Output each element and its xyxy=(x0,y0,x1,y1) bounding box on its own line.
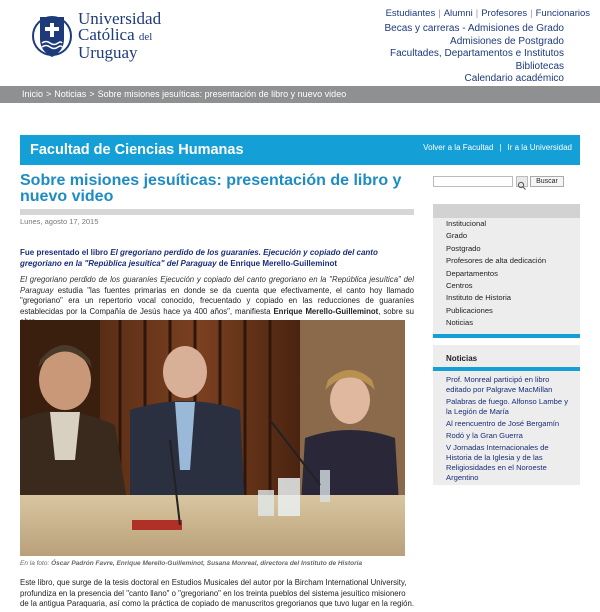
sidebar-nav-list xyxy=(433,218,580,334)
date-divider xyxy=(20,209,414,215)
main-links xyxy=(384,23,564,86)
lead-author: de Enrique Merello-Guilleminot xyxy=(216,259,338,268)
news-box xyxy=(433,345,580,485)
university-logo[interactable] xyxy=(32,9,161,63)
magnifier-icon xyxy=(517,181,527,190)
logo-line-3: Uruguay xyxy=(78,43,138,62)
logo-line-1: Universidad xyxy=(78,9,162,28)
faculty-banner xyxy=(20,135,580,165)
news-title: Noticias xyxy=(446,354,478,363)
breadcrumb-separator: > xyxy=(46,89,52,99)
caption-prefix: En la foto: xyxy=(20,560,52,567)
breadcrumb-current: Sobre misiones jesuíticas: presentación de libro y nuevo video xyxy=(97,89,347,99)
sidebar-nav xyxy=(433,204,580,338)
article-title: Sobre misiones jesuíticas: presentación de libro y nuevo video xyxy=(20,172,402,205)
article-photo xyxy=(20,320,405,556)
sidebar-item-departamentos[interactable]: Departamentos xyxy=(446,268,498,278)
sidebar-item-centros[interactable]: Centros xyxy=(446,280,473,290)
news-item[interactable]: Palabras de fuego. Alfonso Lambe y la Legión de María xyxy=(446,397,569,416)
photo-caption xyxy=(20,560,414,567)
sidebar-item-institucional[interactable]: Institucional xyxy=(446,219,487,228)
breadcrumb-separator: > xyxy=(89,89,95,99)
para-end: , sobre su xyxy=(378,306,414,316)
site-header xyxy=(0,0,600,86)
main-link-becas[interactable]: Becas y carreras - Admisiones de Grado xyxy=(384,23,564,34)
news-list xyxy=(433,375,580,485)
caption-names: Óscar Padrón Favre, Enrique Merello-Guilleminot, Susana Monreal, directora del Instituto de Historia xyxy=(51,560,363,567)
breadcrumb-noticias[interactable]: Noticias xyxy=(54,89,87,99)
search-input[interactable] xyxy=(433,176,513,187)
main-link-facultades[interactable]: Facultades, Departamentos e Institutos xyxy=(390,48,564,59)
sidebar-item-instituto-historia[interactable]: Instituto de Historia xyxy=(446,293,511,303)
search-button[interactable]: Buscar xyxy=(530,176,564,187)
article-paragraph-2: Este libro, que surge de la tesis doctoral en Estudios Musicales del autor por la Bircham International University, profundiza en la presencia del "canto llano" o "gregoriano" en los treinta pueblos del sistema jesuítico misionero de la antigua Paraquaria, así como la práctica de copiado de manuscritos gregorianos que tuvo lugar en la región. xyxy=(20,578,414,608)
shield-logo-icon xyxy=(32,9,72,63)
article-date: Lunes, agosto 17, 2015 xyxy=(20,217,99,226)
top-link-alumni[interactable]: Alumni xyxy=(443,8,473,19)
back-to-faculty-link[interactable]: Volver a la Facultad xyxy=(423,143,494,152)
faculty-title[interactable]: Facultad de Ciencias Humanas xyxy=(30,142,244,158)
para-body: estudia "las fuentes primarias en donde se da cuenta que efectivamente, el canto hoy llamado "gregoriano" era un repertorio vocal conocido, frecuentado y copiado en las reducciones de guaraníes establecidas por la Compañía de Jesús hace ya 400 años", manifiesta xyxy=(20,285,414,316)
search-form xyxy=(433,176,580,188)
separator: | xyxy=(475,8,479,19)
breadcrumb xyxy=(22,89,346,99)
main-link-bibliotecas[interactable]: Bibliotecas xyxy=(515,60,564,72)
sidebar-item-publicaciones[interactable]: Publicaciones xyxy=(446,305,493,315)
sidebar-nav-accent xyxy=(433,334,580,338)
news-accent xyxy=(433,367,580,371)
top-link-funcionarios[interactable]: Funcionarios xyxy=(535,8,590,19)
top-link-estudiantes[interactable]: Estudiantes xyxy=(385,8,436,19)
breadcrumb-bar xyxy=(0,86,600,103)
sidebar-item-noticias[interactable]: Noticias xyxy=(446,318,474,328)
news-item[interactable]: Al reencuentro de José Bergamín xyxy=(446,419,560,428)
news-item[interactable]: Prof. Monreal participó en libro editado por Palgrave MacMillan xyxy=(446,375,553,394)
main-link-postgrado[interactable]: Admisiones de Postgrado xyxy=(450,35,564,47)
lead-intro: Fue presentado el libro xyxy=(20,248,111,257)
separator: | xyxy=(499,143,502,152)
para-book-title: El gregoriano perdido de los guaraníes Ejecución y copiado del canto gregoriano en la "República jesuítica" del Paraguay xyxy=(20,275,414,295)
sidebar-item-postgrado[interactable]: Postgrado xyxy=(446,243,481,253)
sidebar-item-profesores[interactable]: Profesores de alta dedicación xyxy=(446,256,547,266)
top-links xyxy=(386,8,590,19)
sidebar-nav-header xyxy=(433,204,580,218)
sidebar-item-grado[interactable]: Grado xyxy=(446,231,468,241)
search-icon[interactable] xyxy=(516,176,528,187)
separator: | xyxy=(530,8,533,19)
top-link-profesores[interactable]: Profesores xyxy=(481,8,528,19)
para-author: Enrique Merello-Guilleminot xyxy=(273,306,379,316)
main-link-calendario[interactable]: Calendario académico xyxy=(464,73,564,84)
news-item[interactable]: V Jornadas Internacionales de Historia de la Iglesia y de las Religiosidades en el Noroeste Argentino xyxy=(446,443,549,482)
go-to-university-link[interactable]: Ir a la Universidad xyxy=(507,143,572,152)
article-lead xyxy=(20,247,414,269)
separator: | xyxy=(438,8,441,19)
logo-line-2-small: del xyxy=(138,31,153,43)
news-item[interactable]: Rodó y la Gran Guerra xyxy=(446,431,523,440)
logo-wordmark xyxy=(78,11,161,61)
breadcrumb-inicio[interactable]: Inicio xyxy=(22,89,44,99)
panel-photo-illustration xyxy=(20,320,405,556)
logo-line-2-main: Católica xyxy=(78,25,135,44)
faculty-links xyxy=(423,143,572,152)
lead-book-title: El gregoriano perdido de los guaraníes. Ejecución y copiado del canto gregoriano en la "República jesuítica" del Paraguay xyxy=(20,248,378,268)
